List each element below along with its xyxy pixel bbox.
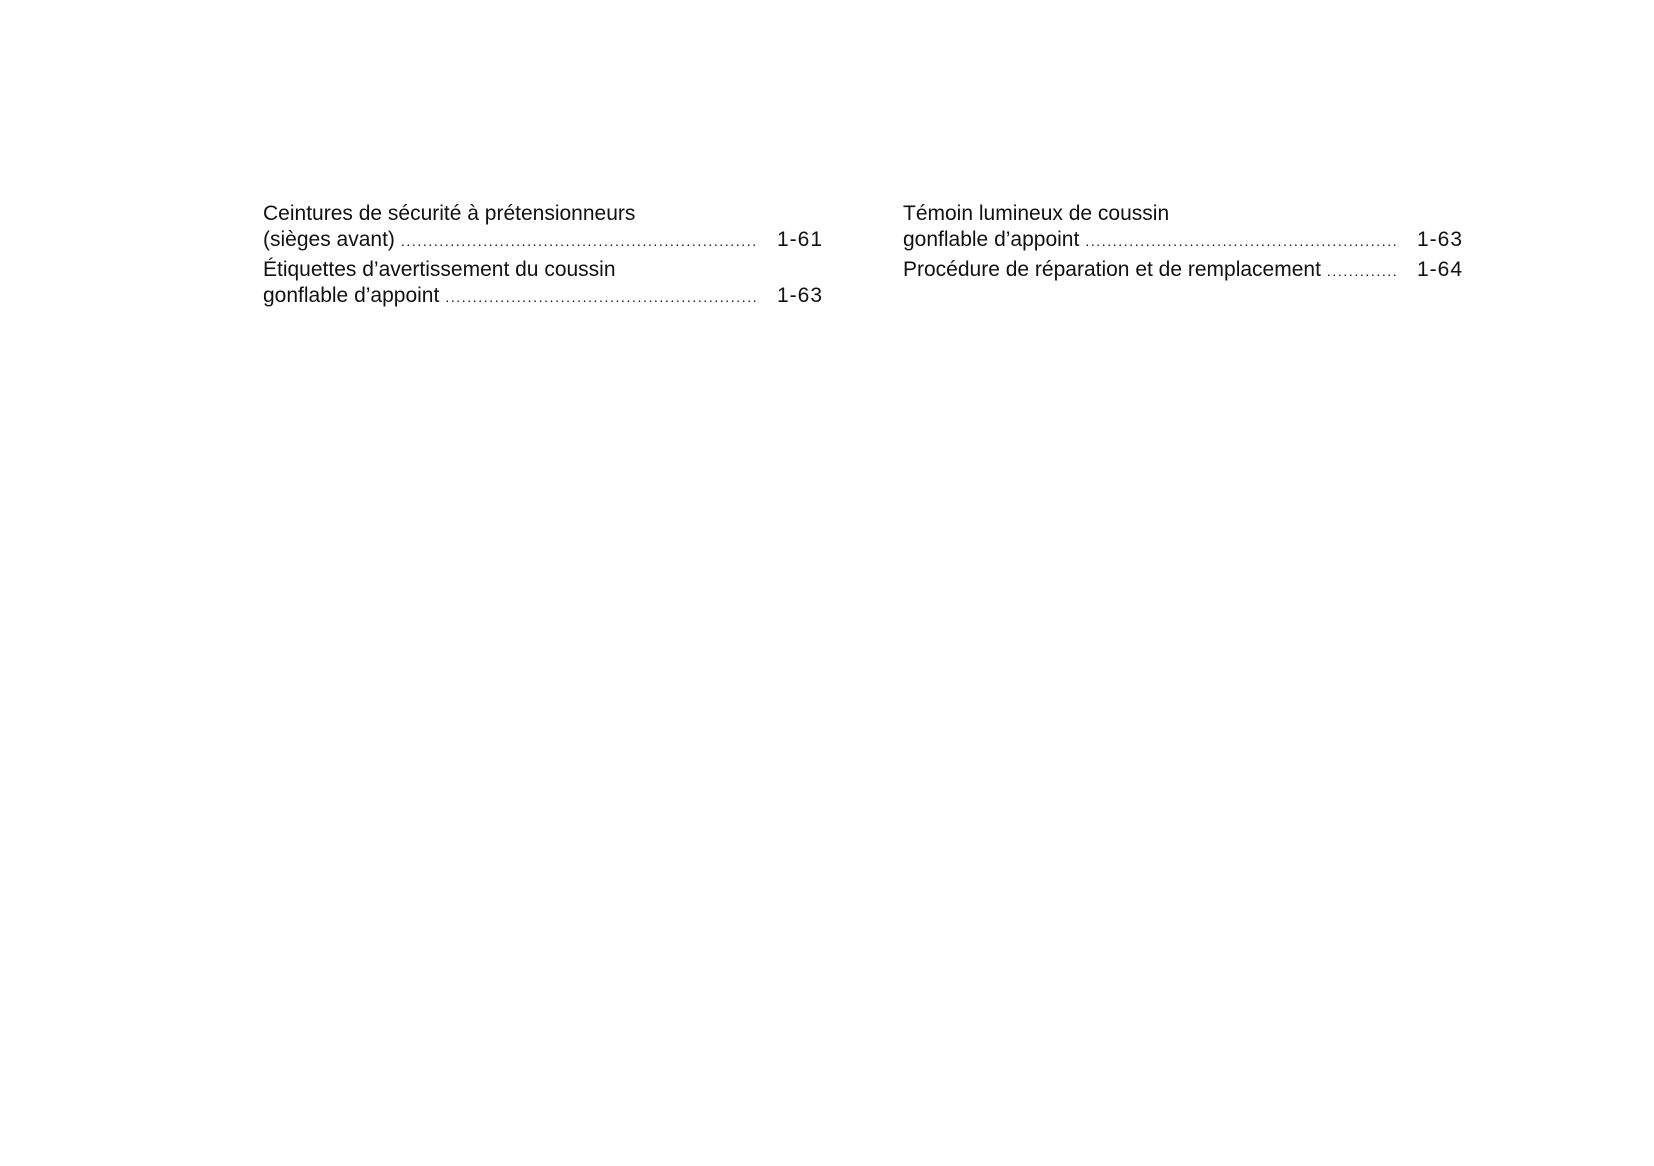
- toc-entry-last-line: [903, 227, 1463, 253]
- toc-entry[interactable]: [263, 201, 823, 253]
- toc-page-number: 1-61: [776, 228, 823, 251]
- toc-page-number: 1-64: [1416, 258, 1463, 281]
- toc-entry-title-cont: (sièges avant): [263, 228, 395, 251]
- toc-page-number: 1-63: [776, 284, 823, 307]
- toc-entry[interactable]: [263, 257, 823, 309]
- dot-leader: [401, 228, 759, 253]
- toc-column-right: [903, 201, 1463, 287]
- toc-column-left: [263, 201, 823, 313]
- toc-entry-title: Témoin lumineux de coussin: [903, 202, 1170, 225]
- toc-entry-last-line: [263, 227, 823, 253]
- toc-entry-title-cont: gonflable d’appoint: [903, 228, 1080, 251]
- toc-page-number: 1-63: [1416, 228, 1463, 251]
- dot-leader: [1085, 228, 1399, 253]
- toc-entry-last-line: [903, 257, 1463, 283]
- toc-entry[interactable]: [903, 257, 1463, 283]
- toc-entry-title-cont: gonflable d’appoint: [263, 284, 440, 307]
- toc-entry-title: Étiquettes d’avertissement du coussin: [263, 258, 616, 281]
- toc-entry-last-line: [263, 283, 823, 309]
- toc-entry-title: Procédure de réparation et de remplacement: [903, 258, 1321, 281]
- toc-entry[interactable]: [903, 201, 1463, 253]
- toc-entry-title: Ceintures de sécurité à prétensionneurs: [263, 202, 636, 225]
- dot-leader: [1327, 258, 1399, 283]
- dot-leader: [445, 284, 759, 309]
